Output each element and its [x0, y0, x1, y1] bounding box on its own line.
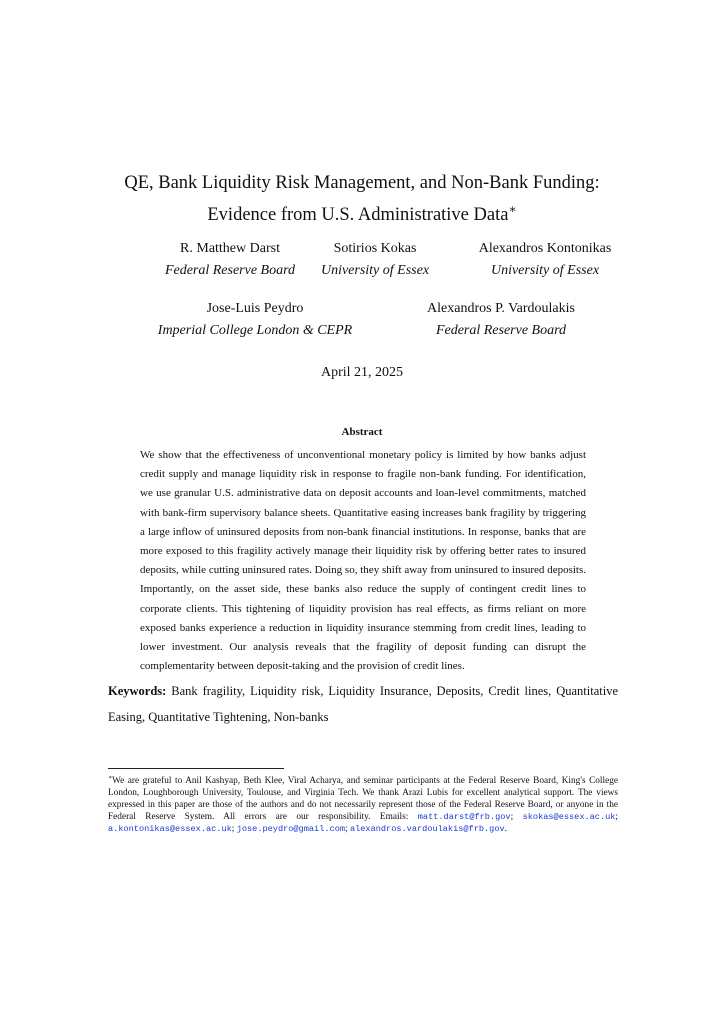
- author-name: Jose-Luis Peydro: [206, 301, 304, 316]
- author-affiliation: University of Essex: [490, 263, 600, 278]
- author-name: Alexandros P. Vardoulakis: [427, 301, 575, 316]
- email-link-vardoulakis[interactable]: alexandros.vardoulakis@frb.gov: [349, 824, 505, 835]
- keywords-paragraph: [108, 678, 618, 730]
- title-line-2: [0, 196, 724, 228]
- author-name: Alexandros Kontonikas: [478, 241, 612, 256]
- author-block-3: [450, 238, 640, 282]
- author-block-2: [300, 238, 450, 282]
- email-separator: ;: [615, 812, 619, 823]
- abstract-body: We show that the effectiveness of unconventional monetary policy is limited by how banks adjust credit supply and manage liquidity risk in response to fragile non-bank funding. For identification, we use granular U.S. administrative data on deposit accounts and loan-level commitments, matched with bank-firm supervisory balance sheets. Quantitative easing increases bank fragility by triggering a large inflow of uninsured deposits from non-bank financial institutions. In response, banks that are more exposed to this fragility actively manage their liquidity risk by offering better rates to insured deposits, while cutting uninsured rates. Doing so, they shift away from uninsured to insured deposits. Importantly, on the asset side, these banks also reduce the supply of contingent credit lines to corporate clients. This tightening of liquidity provision has real effects, as firms reliant on more exposed banks experience a reduction in liquidity insurance stemming from credit lines, leading to lower investment. Our analysis reveals that the fragility of deposit funding can disrupt the complementarity between deposit-taking and the provision of credit lines.: [140, 449, 586, 673]
- abstract-heading: Abstract: [341, 426, 383, 438]
- email-link-darst[interactable]: matt.darst@frb.gov: [417, 812, 511, 823]
- email-link-kokas[interactable]: skokas@essex.ac.uk: [522, 812, 616, 823]
- keywords-list: Bank fragility, Liquidity risk, Liquidity Insurance, Deposits, Credit lines, Quantitative Easing, Quantitative Tightening, Non-banks: [108, 684, 619, 724]
- author-block-5: [400, 298, 602, 342]
- footnote-marker: ∗: [108, 775, 113, 781]
- footnote-text: We are grateful to Anil Kashyap, Beth Klee, Viral Acharya, and seminar participants at the Federal Reserve Board, King's College London, Loughborough University, Toulouse, and Virginia Tech. We thank Arazi Lubis for excellent analytical support. The views expressed in this paper are those of the authors and do not necessarily represent those of the Federal Reserve Board, or anyone in the Federal Reserve System. All errors are our responsibility. Emails:: [108, 776, 618, 823]
- paper-title: [0, 170, 724, 228]
- keywords-label: Keywords:: [108, 684, 167, 698]
- title-line-1: QE, Bank Liquidity Risk Management, and Non-Bank Funding:: [124, 173, 600, 193]
- footnote-rule: [108, 768, 284, 769]
- email-separator: ;: [231, 824, 235, 835]
- title-line-2-text: Evidence from U.S. Administrative Data: [207, 205, 509, 226]
- email-link-kontonikas[interactable]: a.kontonikas@essex.ac.uk: [108, 824, 232, 835]
- author-name: R. Matthew Darst: [180, 241, 280, 256]
- author-block-4: [120, 298, 390, 342]
- publication-date: April 21, 2025: [320, 365, 404, 380]
- author-affiliation: Imperial College London & CEPR: [157, 323, 353, 338]
- author-block-1: [140, 238, 320, 282]
- footnote-period: .: [504, 824, 507, 835]
- author-affiliation: Federal Reserve Board: [164, 263, 296, 278]
- email-separator: ;: [510, 812, 514, 823]
- author-affiliation: University of Essex: [320, 263, 430, 278]
- author-affiliation: Federal Reserve Board: [435, 323, 567, 338]
- author-name: Sotirios Kokas: [333, 241, 417, 256]
- email-link-peydro[interactable]: jose.peydro@gmail.com: [236, 824, 346, 835]
- footnote: [108, 772, 618, 835]
- email-separator: ;: [345, 824, 348, 835]
- title-footnote-marker: ∗: [508, 202, 517, 216]
